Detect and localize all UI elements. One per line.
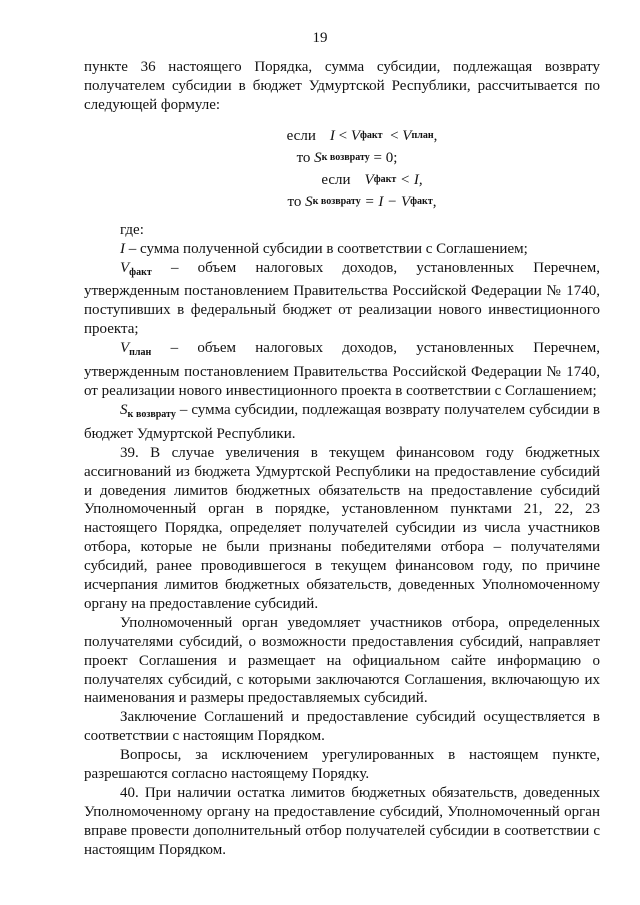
formula-punct: ,	[432, 193, 437, 210]
definition-text: – объем налоговых доходов, установленных Перечнем, утвержденным постановлением Правительства Российской Федерации № 1740, поступивших в федеральный бюджет от реализации нового инвестиционного проекта;	[84, 259, 600, 338]
definition-symbol: V	[120, 340, 130, 357]
paragraph-39: 39. В случае увеличения в текущем финансовом году бюджетных ассигнований из бюджета Удмуртской Республики на предоставление субсидий и доведения лимитов бюджетных обязательств на предоставление субсидий Уполномоченный орган в порядке, установленном пунктами 21, 22, 23 настоящего Порядка, определяет получателей субсидии из числа участников отбора, которые не были признаны победителями отбора – получателями субсидий, ранее проводившегося в текущем финансовом году, по причине исчерпания лимитов бюджетных обязательств, доведенных Уполномоченному органу на предоставление субсидий.	[84, 444, 600, 612]
formula-text: то	[296, 149, 311, 166]
formula-text: если	[286, 127, 316, 144]
where-label: где:	[120, 221, 144, 238]
formula-subscript: факт	[373, 173, 397, 185]
definition-symbol: I	[120, 240, 125, 257]
formula-line-3	[84, 169, 600, 191]
definition-text: – сумма субсидии, подлежащая возврату получателем субсидии в бюджет Удмуртской Республики.	[84, 401, 600, 442]
formula-symbol-s: S	[305, 193, 313, 210]
definition-i	[84, 240, 600, 259]
formula-rhs: = 0;	[373, 149, 398, 166]
formula-symbol-v: V	[402, 127, 412, 144]
formula-text: если	[321, 171, 351, 188]
formula-text: то	[287, 193, 302, 210]
definition-subscript: факт	[129, 266, 152, 278]
definition-text: – объем налоговых доходов, установленных Перечнем, утвержденным постановлением Правительства Российской Федерации № 1740, от реализации нового инвестиционного проекта в соответствии с Соглашением;	[84, 340, 600, 399]
formula-block	[84, 125, 600, 213]
paragraph-notify: Уполномоченный орган уведомляет участников отбора, определенных получателями субсидий, о возможности предоставления субсидий, направляет проект Соглашения и размещает на официальном сайте информацию о получателях субсидий, с которыми заключаются Соглашения, включающую их наименования и размеры предоставляемых субсидий.	[84, 614, 600, 707]
formula-rhs: < I,	[400, 171, 423, 188]
definition-v-plan	[84, 339, 600, 401]
formula-line-2	[84, 147, 600, 169]
document-body	[84, 58, 600, 860]
formula-subscript: план	[411, 129, 434, 141]
definition-v-fact	[84, 259, 600, 340]
formula-symbol-v: V	[350, 127, 360, 144]
formula-subscript: факт	[359, 129, 383, 141]
formula-subscript: к возврату	[321, 151, 370, 163]
formula-symbol-s: S	[314, 149, 322, 166]
formula-operator: <	[390, 127, 399, 144]
definition-symbol: S	[120, 401, 128, 418]
paragraph-40: 40. При наличии остатка лимитов бюджетных обязательств, доведенных Уполномоченному органу на предоставление субсидий, Уполномоченный орган вправе провести дополнительный отбор получателей субсидии в соответствии с настоящим Порядком.	[84, 785, 600, 858]
definition-s-return	[84, 401, 600, 444]
definition-text: – сумма полученной субсидии в соответствии с Соглашением;	[125, 240, 528, 257]
formula-operator: <	[338, 127, 348, 144]
paragraph-questions: Вопросы, за исключением урегулированных в настоящем пункте, разрешаются согласно настоящему Порядку.	[84, 747, 600, 783]
formula-line-4	[84, 191, 600, 213]
formula-rhs: = I −	[364, 193, 398, 210]
formula-symbol-v: V	[364, 171, 374, 188]
formula-punct: ,	[433, 127, 438, 144]
formula-symbol-v: V	[400, 193, 411, 210]
formula-symbol-i: I	[329, 127, 335, 144]
definition-subscript: план	[129, 347, 152, 359]
definition-subscript: к возврату	[127, 408, 176, 420]
formula-line-1	[84, 125, 600, 147]
page-number: 19	[312, 30, 328, 46]
definition-symbol: V	[120, 259, 130, 276]
formula-subscript: к возврату	[312, 195, 361, 207]
intro-paragraph: пункте 36 настоящего Порядка, сумма субсидии, подлежащая возврату получателем субсидии в бюджет Удмуртской Республики, рассчитывается по следующей формуле:	[84, 59, 600, 113]
formula-subscript: факт	[410, 195, 433, 207]
paragraph-conclusion: Заключение Соглашений и предоставление субсидий осуществляется в соответствии с настоящим Порядком.	[84, 709, 600, 745]
